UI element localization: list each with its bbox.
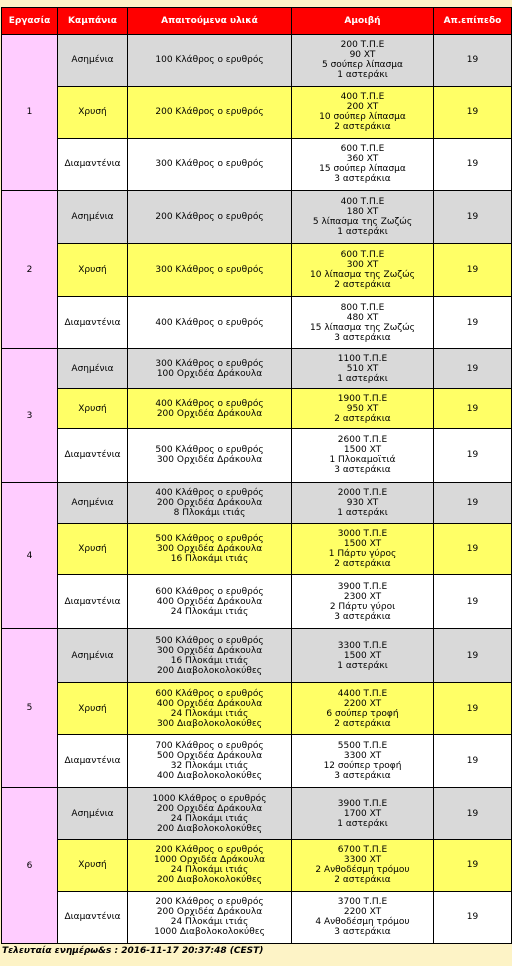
materials-cell bbox=[128, 428, 292, 482]
reward-cell bbox=[292, 349, 434, 389]
material-line: 500 Ορχιδέα Δράκουλα bbox=[156, 751, 263, 762]
reward-line: 15 λίπασμα της Ζωζώς bbox=[310, 322, 415, 333]
reward-line: 510 XT bbox=[346, 363, 379, 374]
material-line: 24 Πλοκάμι ιτιάς bbox=[170, 865, 249, 876]
quest-number: 3 bbox=[2, 349, 58, 482]
reward-cell bbox=[292, 575, 434, 629]
material-line: 300 Ορχιδέα Δράκουλα bbox=[156, 455, 263, 466]
reward-line: 12 σούπερ τροφή bbox=[323, 761, 402, 772]
reward-cell bbox=[292, 428, 434, 482]
material-line: 200 Ορχιδέα Δράκουλα bbox=[156, 907, 263, 918]
material-line: 400 Ορχιδέα Δράκουλα bbox=[156, 596, 263, 607]
reward-line: 400 Τ.Π.Ε bbox=[340, 92, 385, 103]
material-line: 300 Ορχιδέα Δράκουλα bbox=[156, 645, 263, 656]
reward-line: 2 Πάρτυ γύροι bbox=[329, 601, 396, 612]
header-reward: Αμοιβή bbox=[292, 8, 434, 35]
campaign-name: Ασημένια bbox=[58, 190, 128, 243]
table-row bbox=[2, 138, 512, 190]
reward-line: 1500 XT bbox=[343, 445, 382, 456]
material-line: 400 Διαβολοκολοκύθες bbox=[156, 771, 263, 782]
reward-cell bbox=[292, 243, 434, 296]
materials-cell bbox=[128, 891, 292, 943]
material-line: 8 Πλοκάμι ιτιάς bbox=[173, 507, 246, 518]
table-row bbox=[2, 840, 512, 892]
header-row bbox=[2, 8, 512, 35]
campaign-name: Διαμαντένια bbox=[58, 575, 128, 629]
materials-cell bbox=[128, 840, 292, 892]
material-line: 16 Πλοκάμι ιτιάς bbox=[170, 553, 249, 564]
campaign-name: Ασημένια bbox=[58, 482, 128, 523]
reward-line: 2 αστεράκια bbox=[334, 413, 391, 424]
required-level: 19 bbox=[434, 523, 512, 575]
table-row bbox=[2, 296, 512, 349]
quest-table bbox=[1, 7, 512, 944]
material-line: 400 Κλάθρος ο ερυθρός bbox=[155, 317, 264, 328]
material-line: 700 Κλάθρος ο ερυθρός bbox=[155, 741, 264, 752]
required-level: 19 bbox=[434, 296, 512, 349]
reward-line: 10 λίπασμα της Ζωζώς bbox=[310, 269, 415, 280]
reward-line: 4 Ανθοδέσμη τρόμου bbox=[315, 917, 410, 928]
reward-line: 3 αστεράκια bbox=[334, 332, 391, 343]
required-level: 19 bbox=[434, 840, 512, 892]
campaign-name: Διαμαντένια bbox=[58, 138, 128, 190]
reward-line: 10 σούπερ λίπασμα bbox=[319, 112, 406, 123]
table-row bbox=[2, 629, 512, 683]
table-row bbox=[2, 190, 512, 243]
material-line: 600 Κλάθρος ο ερυθρός bbox=[155, 688, 264, 699]
reward-line: 3 αστεράκια bbox=[334, 927, 391, 938]
reward-cell bbox=[292, 735, 434, 788]
reward-line: 1 αστεράκι bbox=[337, 70, 388, 81]
materials-cell bbox=[128, 575, 292, 629]
required-level: 19 bbox=[434, 243, 512, 296]
reward-line: 1 αστεράκι bbox=[337, 373, 388, 384]
required-level: 19 bbox=[434, 891, 512, 943]
material-line: 1000 Κλάθρος ο ερυθρός bbox=[152, 793, 267, 804]
header-quest: Εργασία bbox=[2, 8, 58, 35]
table-row bbox=[2, 243, 512, 296]
materials-cell bbox=[128, 788, 292, 840]
required-level: 19 bbox=[434, 428, 512, 482]
header-level: Απ.επίπεδο bbox=[434, 8, 512, 35]
reward-line: 930 XT bbox=[346, 497, 379, 508]
reward-line: 2200 XT bbox=[343, 907, 382, 918]
campaign-name: Διαμαντένια bbox=[58, 891, 128, 943]
required-level: 19 bbox=[434, 575, 512, 629]
material-line: 200 Διαβολοκολοκύθες bbox=[156, 665, 263, 676]
materials-cell bbox=[128, 482, 292, 523]
materials-cell bbox=[128, 86, 292, 138]
reward-cell bbox=[292, 523, 434, 575]
material-line: 200 Κλάθρος ο ερυθρός bbox=[155, 845, 264, 856]
material-line: 200 Ορχιδέα Δράκουλα bbox=[156, 497, 263, 508]
table-row bbox=[2, 35, 512, 87]
reward-line: 5 σούπερ λίπασμα bbox=[322, 60, 403, 71]
table-row bbox=[2, 482, 512, 523]
reward-line: 600 Τ.Π.Ε bbox=[340, 249, 385, 260]
reward-line: 400 Τ.Π.Ε bbox=[340, 196, 385, 207]
reward-line: 2 αστεράκια bbox=[334, 875, 391, 886]
material-line: 200 Ορχιδέα Δράκουλα bbox=[156, 408, 263, 419]
material-line: 32 Πλοκάμι ιτιάς bbox=[170, 761, 249, 772]
reward-line: 3 αστεράκια bbox=[334, 465, 391, 476]
quest-number: 1 bbox=[2, 35, 58, 191]
reward-line: 1 αστεράκι bbox=[337, 818, 388, 829]
campaign-name: Χρυσή bbox=[58, 86, 128, 138]
materials-cell bbox=[128, 138, 292, 190]
table-row bbox=[2, 428, 512, 482]
reward-line: 3700 Τ.Π.Ε bbox=[337, 897, 388, 908]
table-row bbox=[2, 349, 512, 389]
required-level: 19 bbox=[434, 349, 512, 389]
material-line: 300 Διαβολοκολοκύθες bbox=[156, 718, 263, 729]
required-level: 19 bbox=[434, 389, 512, 429]
reward-line: 1 αστεράκι bbox=[337, 226, 388, 237]
last-updated: Τελευταία ενημέρω&s : 2016-11-17 20:37:48 (CEST) bbox=[2, 946, 264, 956]
reward-line: 2 αστεράκια bbox=[334, 279, 391, 290]
campaign-name: Χρυσή bbox=[58, 243, 128, 296]
materials-cell bbox=[128, 243, 292, 296]
campaign-name: Χρυσή bbox=[58, 840, 128, 892]
reward-line: 2 Ανθοδέσμη τρόμου bbox=[315, 865, 410, 876]
campaign-name: Ασημένια bbox=[58, 35, 128, 87]
materials-cell bbox=[128, 629, 292, 683]
reward-line: 3300 Τ.Π.Ε bbox=[337, 640, 388, 651]
reward-line: 3900 Τ.Π.Ε bbox=[337, 798, 388, 809]
reward-line: 2000 Τ.Π.Ε bbox=[337, 487, 388, 498]
material-line: 100 Ορχιδέα Δράκουλα bbox=[156, 368, 263, 379]
required-level: 19 bbox=[434, 86, 512, 138]
material-line: 200 Διαβολοκολοκύθες bbox=[156, 875, 263, 886]
campaign-name: Χρυσή bbox=[58, 389, 128, 429]
reward-cell bbox=[292, 35, 434, 87]
quest-number: 6 bbox=[2, 788, 58, 944]
table-row bbox=[2, 891, 512, 943]
material-line: 400 Κλάθρος ο ερυθρός bbox=[155, 487, 264, 498]
campaign-name: Ασημένια bbox=[58, 349, 128, 389]
reward-cell bbox=[292, 788, 434, 840]
material-line: 400 Κλάθρος ο ερυθρός bbox=[155, 398, 264, 409]
reward-line: 2300 XT bbox=[343, 591, 382, 602]
material-line: 1000 Ορχιδέα Δράκουλα bbox=[153, 855, 266, 866]
materials-cell bbox=[128, 349, 292, 389]
material-line: 200 Διαβολοκολοκύθες bbox=[156, 823, 263, 834]
reward-line: 360 XT bbox=[346, 154, 379, 165]
reward-line: 1 αστεράκι bbox=[337, 660, 388, 671]
reward-cell bbox=[292, 683, 434, 735]
quest-number: 2 bbox=[2, 190, 58, 349]
materials-cell bbox=[128, 389, 292, 429]
reward-line: 6 σούπερ τροφή bbox=[326, 708, 399, 719]
material-line: 16 Πλοκάμι ιτιάς bbox=[170, 655, 249, 666]
material-line: 300 Ορχιδέα Δράκουλα bbox=[156, 543, 263, 554]
reward-line: 15 σούπερ λίπασμα bbox=[319, 164, 406, 175]
reward-line: 180 XT bbox=[346, 206, 379, 217]
reward-cell bbox=[292, 840, 434, 892]
material-line: 400 Ορχιδέα Δράκουλα bbox=[156, 698, 263, 709]
required-level: 19 bbox=[434, 138, 512, 190]
reward-line: 600 Τ.Π.Ε bbox=[340, 144, 385, 155]
reward-line: 3 αστεράκια bbox=[334, 174, 391, 185]
reward-line: 1700 XT bbox=[343, 808, 382, 819]
header-campaign: Καμπάνια bbox=[58, 8, 128, 35]
reward-cell bbox=[292, 389, 434, 429]
required-level: 19 bbox=[434, 35, 512, 87]
campaign-name: Διαμαντένια bbox=[58, 735, 128, 788]
reward-line: 4400 Τ.Π.Ε bbox=[337, 688, 388, 699]
reward-cell bbox=[292, 482, 434, 523]
table-row bbox=[2, 575, 512, 629]
reward-cell bbox=[292, 190, 434, 243]
quest-number: 4 bbox=[2, 482, 58, 629]
required-level: 19 bbox=[434, 788, 512, 840]
table-row bbox=[2, 735, 512, 788]
material-line: 24 Πλοκάμι ιτιάς bbox=[170, 813, 249, 824]
table-row bbox=[2, 523, 512, 575]
reward-line: 2 αστεράκια bbox=[334, 718, 391, 729]
reward-cell bbox=[292, 891, 434, 943]
reward-line: 5500 Τ.Π.Ε bbox=[337, 741, 388, 752]
material-line: 600 Κλάθρος ο ερυθρός bbox=[155, 586, 264, 597]
reward-line: 3 αστεράκια bbox=[334, 611, 391, 622]
campaign-name: Χρυσή bbox=[58, 523, 128, 575]
materials-cell bbox=[128, 190, 292, 243]
reward-line: 480 XT bbox=[346, 312, 379, 323]
table-row bbox=[2, 86, 512, 138]
reward-cell bbox=[292, 138, 434, 190]
material-line: 500 Κλάθρος ο ερυθρός bbox=[155, 635, 264, 646]
materials-cell bbox=[128, 296, 292, 349]
materials-cell bbox=[128, 35, 292, 87]
reward-line: 1500 XT bbox=[343, 538, 382, 549]
reward-line: 800 Τ.Π.Ε bbox=[340, 302, 385, 313]
table-row bbox=[2, 683, 512, 735]
required-level: 19 bbox=[434, 683, 512, 735]
reward-line: 300 XT bbox=[346, 259, 379, 270]
reward-line: 3900 Τ.Π.Ε bbox=[337, 581, 388, 592]
material-line: 300 Κλάθρος ο ερυθρός bbox=[155, 264, 264, 275]
material-line: 24 Πλοκάμι ιτιάς bbox=[170, 606, 249, 617]
table-row bbox=[2, 788, 512, 840]
material-line: 100 Κλάθρος ο ερυθρός bbox=[155, 55, 264, 66]
material-line: 200 Κλάθρος ο ερυθρός bbox=[155, 107, 264, 118]
quest-table-body bbox=[2, 35, 512, 944]
reward-line: 200 XT bbox=[346, 102, 379, 113]
reward-line: 1 αστεράκι bbox=[337, 507, 388, 518]
reward-line: 950 XT bbox=[346, 403, 379, 414]
required-level: 19 bbox=[434, 482, 512, 523]
reward-line: 1900 Τ.Π.Ε bbox=[337, 393, 388, 404]
material-line: 200 Ορχιδέα Δράκουλα bbox=[156, 803, 263, 814]
header-materials: Απαιτούμενα υλικά bbox=[128, 8, 292, 35]
reward-cell bbox=[292, 86, 434, 138]
reward-line: 3300 XT bbox=[343, 855, 382, 866]
reward-line: 3 αστεράκια bbox=[334, 771, 391, 782]
materials-cell bbox=[128, 683, 292, 735]
required-level: 19 bbox=[434, 735, 512, 788]
materials-cell bbox=[128, 735, 292, 788]
material-line: 300 Κλάθρος ο ερυθρός bbox=[155, 358, 264, 369]
reward-line: 1100 Τ.Π.Ε bbox=[337, 353, 388, 364]
reward-cell bbox=[292, 296, 434, 349]
campaign-name: Χρυσή bbox=[58, 683, 128, 735]
reward-line: 2 αστεράκια bbox=[334, 558, 391, 569]
reward-line: 1 Πάρτυ γύρος bbox=[328, 548, 397, 559]
reward-line: 2200 XT bbox=[343, 698, 382, 709]
material-line: 24 Πλοκάμι ιτιάς bbox=[170, 917, 249, 928]
material-line: 200 Κλάθρος ο ερυθρός bbox=[155, 211, 264, 222]
reward-line: 2 αστεράκια bbox=[334, 122, 391, 133]
material-line: 1000 Διαβολοκολοκύθες bbox=[154, 927, 265, 938]
reward-line: 200 Τ.Π.Ε bbox=[340, 40, 385, 51]
material-line: 300 Κλάθρος ο ερυθρός bbox=[155, 159, 264, 170]
table-row bbox=[2, 389, 512, 429]
campaign-name: Διαμαντένια bbox=[58, 296, 128, 349]
material-line: 200 Κλάθρος ο ερυθρός bbox=[155, 897, 264, 908]
reward-line: 1500 XT bbox=[343, 650, 382, 661]
material-line: 24 Πλοκάμι ιτιάς bbox=[170, 708, 249, 719]
reward-line: 3000 Τ.Π.Ε bbox=[337, 528, 388, 539]
quest-number: 5 bbox=[2, 629, 58, 788]
material-line: 500 Κλάθρος ο ερυθρός bbox=[155, 445, 264, 456]
campaign-name: Ασημένια bbox=[58, 788, 128, 840]
required-level: 19 bbox=[434, 629, 512, 683]
reward-line: 6700 Τ.Π.Ε bbox=[337, 845, 388, 856]
reward-line: 1 Πλοκαμοϊτιά bbox=[329, 455, 396, 466]
reward-cell bbox=[292, 629, 434, 683]
materials-cell bbox=[128, 523, 292, 575]
campaign-name: Διαμαντένια bbox=[58, 428, 128, 482]
reward-line: 90 XT bbox=[349, 50, 376, 61]
material-line: 500 Κλάθρος ο ερυθρός bbox=[155, 533, 264, 544]
required-level: 19 bbox=[434, 190, 512, 243]
campaign-name: Ασημένια bbox=[58, 629, 128, 683]
reward-line: 2600 Τ.Π.Ε bbox=[337, 435, 388, 446]
reward-line: 3300 XT bbox=[343, 751, 382, 762]
reward-line: 5 λίπασμα της Ζωζώς bbox=[312, 216, 413, 227]
